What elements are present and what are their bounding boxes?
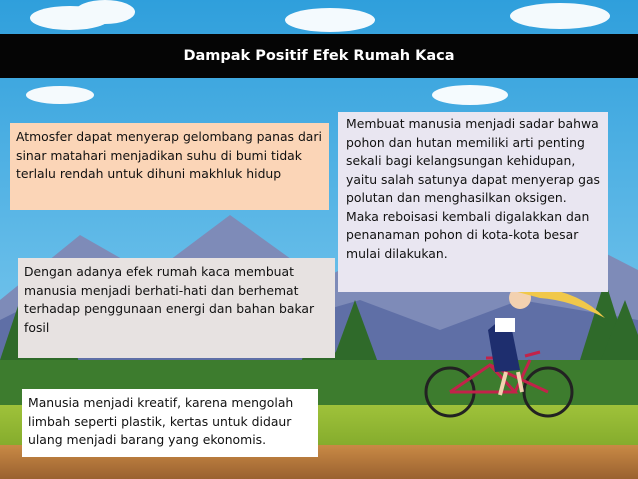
positive-effect-atmosphere-box: Atmosfer dapat menyerap gelombang panas dari sinar matahari menjadikan suhu di bumi tidak terlalu rendah untuk dihuni makhluk hidup xyxy=(10,123,329,210)
slide-title: Dampak Positif Efek Rumah Kaca xyxy=(0,34,638,78)
positive-effect-awareness-box: Membuat manusia menjadi sadar bahwa pohon dan hutan memiliki arti penting sekali bagi kelangsungan kehidupan, yaitu salah satunya dapat menyerap gas polutan dan menghasilkan oksigen. Maka reboisasi kembali digalakkan dan penanaman pohon di kota-kota besar mulai dilakukan. xyxy=(338,112,608,292)
positive-effect-creativity-box: Manusia menjadi kreatif, karena mengolah limbah seperti plastik, kertas untuk didaur ulang menjadi barang yang ekonomis. xyxy=(22,389,318,457)
positive-effect-saving-energy-box: Dengan adanya efek rumah kaca membuat manusia menjadi berhati-hati dan berhemat terhadap penggunaan energi dan bahan bakar fosil xyxy=(18,258,335,358)
